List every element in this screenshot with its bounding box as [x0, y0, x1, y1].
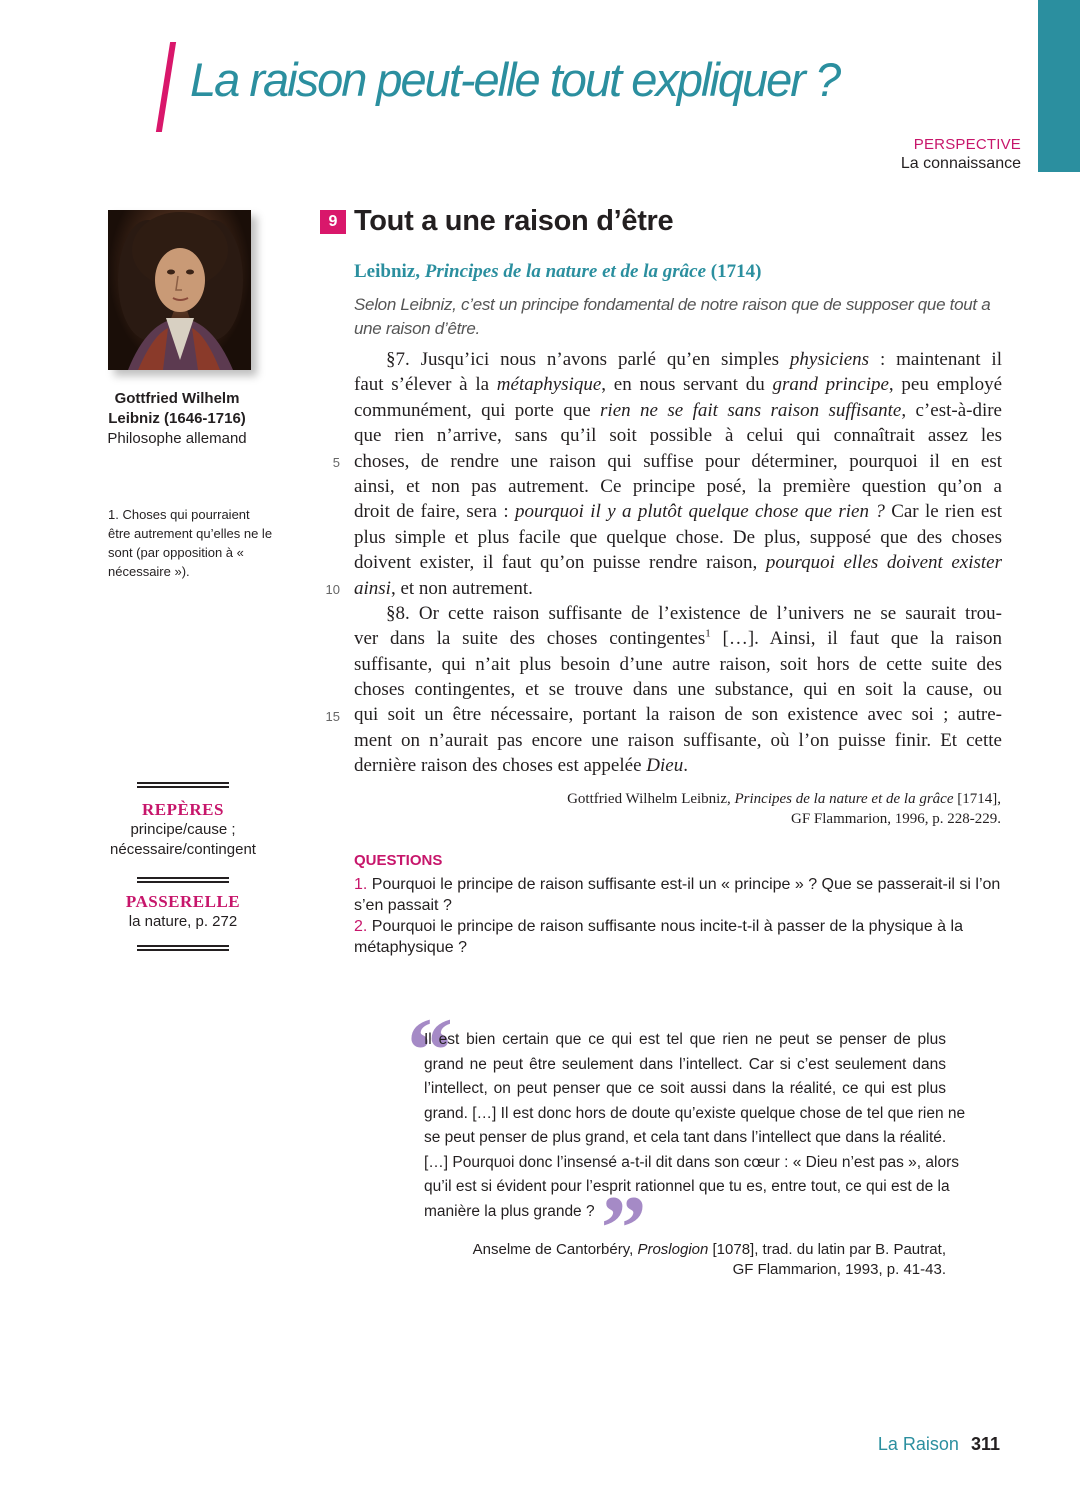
passerelle-box	[95, 892, 271, 932]
text-line: plus simple et plus facile que quelque chose. De plus, supposé que des choses	[354, 526, 1002, 548]
document-title: Tout a une raison d’être	[354, 205, 674, 237]
text-line: communément, qui porte que rien ne se fait sans raison suffisante, c’est-à-dire	[354, 399, 1002, 421]
quote-line: l’intellect, on peut penser que ce soit aussi dans la réalité, ce qui est plus	[424, 1080, 946, 1097]
quote-line: grand. […] Il est donc hors de doute qu’existe quelque chose de tel que rien ne	[424, 1104, 966, 1122]
caption-name-line1: Gottfried Wilhelm	[114, 390, 240, 407]
text-line: doivent exister, il faut qu’on puisse rendre raison, pourquoi elles doivent exister	[354, 552, 1002, 574]
text-line: ainsi, et non autrement.	[354, 577, 533, 599]
text-line: droit de faire, sera : pourquoi il y a plutôt quelque chose que rien ? Car le rien est	[354, 501, 1003, 523]
text-line: §8. Or cette raison suffisante de l’existence de l’univers ne se saurait trou-	[386, 602, 1002, 624]
work-year: (1714)	[710, 261, 762, 282]
portrait-image	[108, 210, 251, 370]
text-line: que rien n’arrive, sans qu’il soit possible à celui qui connaîtrait assez les	[354, 425, 1002, 447]
question-item: 1. Pourquoi le principe de raison suffisante est-il un « principe » ? Que se passerait-il si l’on s’en passait ?	[354, 876, 1001, 914]
passerelle-link[interactable]: la nature, p. 272	[128, 913, 238, 930]
open-quote-icon: “	[407, 999, 453, 1101]
divider	[137, 945, 229, 951]
text-source: Gottfried Wilhelm Leibniz, Principes de la nature et de la grâce [1714], GF Flammarion, 1996, p. 228-229.	[567, 791, 1001, 827]
reperes-line1: principe/cause ;	[130, 821, 236, 838]
page-number: 311	[970, 1434, 1000, 1454]
perspective-value: La connaissance	[900, 155, 1021, 172]
work-title: Principes de la nature et de la grâce	[424, 261, 707, 282]
text-line: faut s’élever à la métaphysique, en nous servant du grand principe, peu employé	[354, 374, 1003, 396]
quote-line: Il est bien certain que ce qui est tel que rien ne peut se penser de plus	[424, 1031, 946, 1048]
text-line: ment on n’aurait pas encore une raison suffisante, où l’on puisse finir. Et cette	[354, 729, 1002, 751]
questions-heading: QUESTIONS	[354, 852, 443, 869]
chapter-side-tab	[1038, 0, 1080, 172]
text-line: choses, de rendre une raison qui suffise pour déterminer, pourquoi il en est	[354, 450, 1002, 472]
portrait-caption	[92, 389, 262, 449]
quote-line: grand ne peut être seulement dans l’intellect. Car si c’est seulement dans	[424, 1055, 946, 1073]
document-heading	[320, 205, 673, 238]
divider	[137, 782, 229, 788]
quotation-source: Anselme de Cantorbéry, Proslogion [1078], trad. du latin par B. Pautrat, GF Flammarion, 1993, p. 41-43.	[472, 1241, 946, 1278]
quote-line: manière la plus grande ?”	[424, 1176, 647, 1279]
caption-name-line2: Leibniz (1646-1716)	[108, 410, 246, 427]
quote-line: […] Pourquoi donc l’insensé a-t-il dit dans son cœur : « Dieu n’est pas », alors	[424, 1153, 960, 1171]
text-line: §7. Jusqu’ici nous n’avons parlé qu’en simples physiciens : maintenant il	[386, 349, 1002, 370]
text-line: qui soit un être nécessaire, portant la raison de son existence avec soi ; autre-	[354, 704, 1002, 726]
text-line: ver dans la suite des choses contingentes$^1$ […]. Ainsi, il faut que la raison	[354, 627, 1002, 650]
quote-line: se peut penser de plus grand, et cela tant dans l’intellect que dans la réalité.	[424, 1129, 947, 1146]
line-number: 10	[325, 582, 340, 597]
reperes-line2: nécessaire/contingent	[110, 841, 256, 858]
perspective-label: PERSPECTIVE	[913, 136, 1021, 153]
reperes-box	[95, 800, 271, 860]
line-number: 15	[325, 709, 340, 724]
quote-line: qu’il est si évident pour l’esprit rationnel que tu es, entre tout, ce qui est de la	[424, 1178, 950, 1195]
intro-text: Selon Leibniz, c’est un principe fondamental de notre raison que de supposer que tout a une raison d’être.	[354, 295, 991, 338]
questions-block	[354, 850, 1002, 958]
title-accent-bar	[156, 42, 176, 132]
page-title: La raison peut-elle tout expliquer ?	[190, 53, 840, 106]
text-line: ainsi, et non pas autrement. Ce principe posé, la première question qu’on a	[354, 475, 1002, 497]
footnote-ref[interactable]: 1	[705, 627, 711, 640]
section-name: La Raison	[877, 1434, 959, 1454]
text-line: dernière raison des choses est appelée Dieu.	[354, 755, 688, 777]
author-line	[354, 261, 761, 283]
passerelle-title: PASSERELLE	[125, 892, 241, 911]
close-quote-icon: ”	[600, 1176, 647, 1279]
author-name: Leibniz,	[354, 261, 420, 282]
footnote: 1. Choses qui pourraient être autrement qu’elles ne le sont (par opposition à « nécessaire »).	[108, 507, 273, 579]
question-item: 2. Pourquoi le principe de raison suffisante nous incite-t-il à passer de la physique à la métaphysique ?	[354, 918, 963, 956]
text-line: choses contingentes, et se trouve dans une substance, qui en soit la cause, ou	[354, 679, 1002, 701]
divider	[137, 877, 229, 883]
text-line: suffisante, qui n’ait plus besoin d’une autre raison, soit hors de cette suite des	[354, 653, 1002, 675]
perspective-block	[901, 136, 1021, 173]
page-footer	[878, 1434, 1000, 1455]
reperes-title: REPÈRES	[142, 800, 224, 819]
line-number: 5	[332, 455, 340, 470]
document-number-badge: 9	[320, 210, 346, 234]
caption-role: Philosophe allemand	[107, 430, 247, 447]
main-text	[354, 347, 1002, 779]
